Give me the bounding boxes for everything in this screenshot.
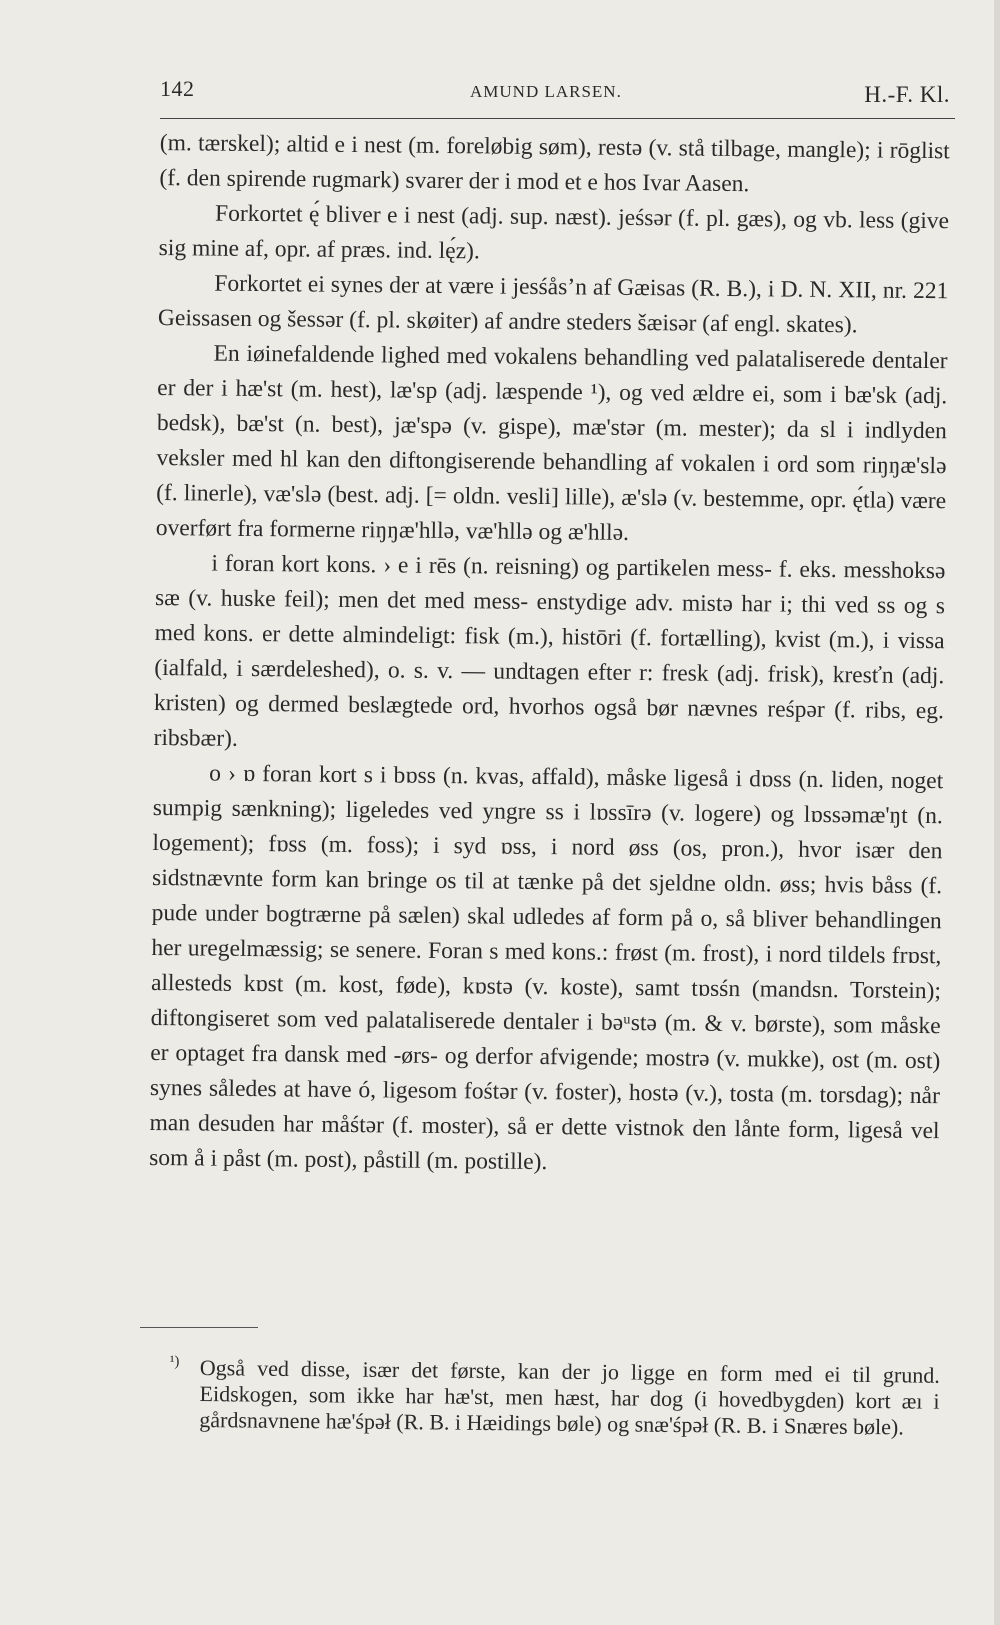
header-rule <box>160 118 955 119</box>
class-label: H.-F. Kl. <box>864 82 950 107</box>
footnote-rule <box>140 1327 258 1328</box>
paragraph: o › ɒ foran kort s i bɒss (n. kvas, affald), måske ligeså i dɒss (n. liden, noget sumpig sænkning); ligeledes ved yngre ss i lɒssīrə (v. logere) og lɒssəmæ'ŋt (n. logement); fɒss (m. foss); i syd ɒss, i nord øss (os, pron.), hvor især den sidstnævnte form kan bringe os til at tænke på det sjeldne oldn. øss; hvis båss (f. pude under bogtrærne på sælen) skal udledes af form på o, så bliver behandlingen her uregelmæssig; se senere. Foran s med kons.: frøst (m. frost), i nord tildels frɒst, allesteds kɒst (m. kost, føde), kɒstə (v. koste), samt tɒsśn (mandsn. Torstein); diftongiseret som ved palataliserede dentaler i bəᵘstə (m. & v. børste), som måske er optaget fra dansk med -ørs- og derfor afvigende; mostrə (v. mukke), ost (m. ost) synes således at have ó, ligesom fośtər (v. foster), hostə (v.), tosta (m. torsdag); når man desuden har måśtər (f. moster), så er dette vistnok den lånte form, ligeså vel som å i påst (m. post), påstill (m. postille). <box>149 760 944 1176</box>
body-text <box>149 126 950 1184</box>
footnote-text: Også ved disse, især det første, kan der jo ligge en form med ei til grund. Eidskogen, som ikke har hæ'st, men hæst, har dog (i hovedbygden) kort æı i gårdsnavnene hæ'śpəł (R. B. i Hæidings bøle) og snæ'śpəł (R. B. i Snæres bøle). <box>199 1355 940 1440</box>
page-header <box>160 72 950 112</box>
scan-edge <box>994 0 1000 1625</box>
paragraph: Forkortet ę́ bliver e i nest (adj. sup. næst). jeśsər (f. pl. gæs), og vb. less (give sig mine af, opr. af præs. ind. lę́z). <box>158 200 950 265</box>
paragraph: En iøinefaldende lighed med vokalens behandling ved palataliserede dentaler er der i hæ'st (m. hest), læ'sp (adj. læspende ¹), og ved ældre ei, som i bæ'sk (adj. bedsk), bæ'st (n. best), jæ'spə (v. gispe), mæ'stər (m. mester); da sl i indlyden veksler med hl kan den diftongiserende behandling af vokalen i ord som riŋŋæ'slə (f. linerle), væ'slə (best. adj. [= oldn. vesli] lille), æ'slə (v. bestemme, opr. ę́tla) være overført fra formerne riŋŋæ'hllə, væ'hllə og æ'hllə. <box>155 340 948 546</box>
paragraph: Forkortet ei synes der at være i jesśås’n af Gæisas (R. B.), i D. N. XII, nr. 221 Geissasen og šessər (f. pl. skøiter) af andre steders šæisər (af engl. skates). <box>157 270 949 339</box>
running-title: AMUND LARSEN. <box>470 82 622 101</box>
paragraph: i foran kort kons. › e i rēs (n. reisning) og partikelen mess- f. eks. messhoksə sæ (v. huske feil); men det med mess- enstydige adv. mistə har i; thi ved ss og s med kons. er dette almindeligt: fisk (m.), histōri (f. fortælling), kvist (m.), i vissa (ialfald, i særdeleshed), o. s. v. — undtagen efter r: fresk (adj. frisk), kresťn (adj. kristen) og dermed beslægtede ord, hvorhos også bør nævnes reśpər (f. ribs, eg. ribsbær). <box>153 550 946 752</box>
page-number: 142 <box>160 76 195 101</box>
footnote <box>169 1353 940 1441</box>
paragraph-continuation: (m. tærskel); altid e i nest (m. foreløbig søm), restə (v. stå tilbage, mangle); i rōglist (f. den spirende rugmark) svarer der i mod et e hos Ivar Aasen. <box>159 129 950 198</box>
footnote-marker: ¹) <box>169 1353 180 1370</box>
